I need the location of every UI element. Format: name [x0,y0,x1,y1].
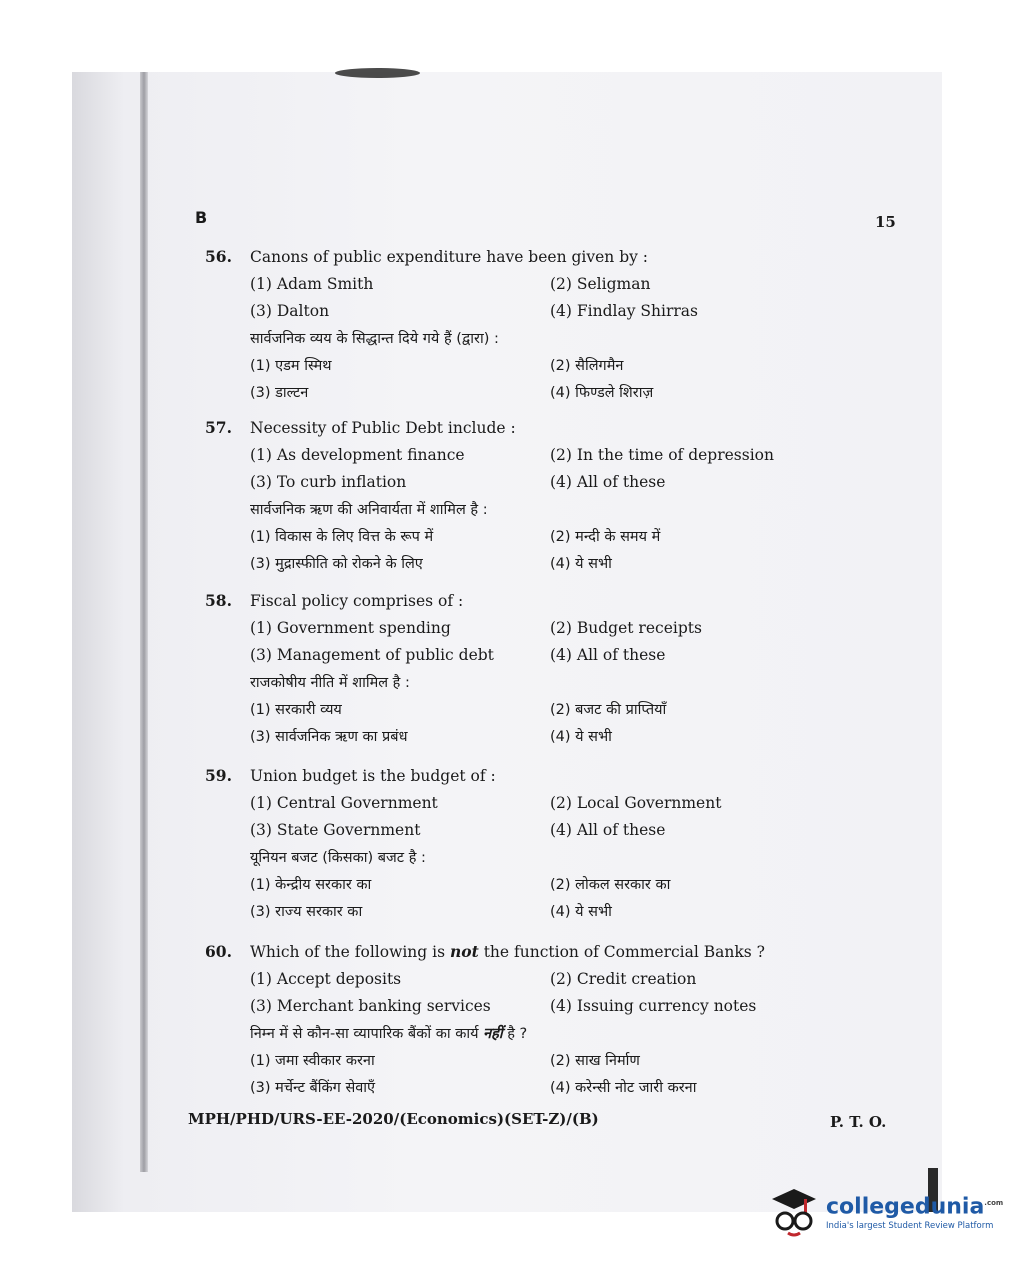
option-2-hindi: (2) मन्दी के समय में [550,528,661,545]
option-1: (1) Central Government [250,793,438,812]
option-2-hindi: (2) लोकल सरकार का [550,876,671,893]
option-2-hindi: (2) बजट की प्राप्तियाँ [550,701,667,718]
question-text-hindi: यूनियन बजट (किसका) बजट है : [250,849,426,866]
graduation-cap-icon [768,1185,820,1237]
option-1: (1) Accept deposits [250,969,402,988]
option-1: (1) Government spending [250,618,451,637]
question-number: 57. [205,418,232,437]
question-text: Fiscal policy comprises of : [250,591,464,610]
question-text-hindi [250,1019,825,1046]
question-emphasis-hindi: नहीं [483,1025,503,1042]
question-57 [205,414,825,576]
option-4: (4) Findlay Shirras [550,301,698,320]
option-1-hindi: (1) एडम स्मिथ [250,357,332,374]
question-emphasis: not [449,942,479,961]
question-text [250,942,825,961]
question-59 [205,762,825,924]
collegedunia-watermark [768,1180,1004,1242]
question-text-hindi: राजकोषीय नीति में शामिल है : [250,674,410,691]
question-text-hindi-part: है ? [507,1025,528,1042]
option-3: (3) To curb inflation [250,472,407,491]
option-3: (3) State Government [250,820,421,839]
option-4: (4) All of these [550,472,666,491]
question-text-part: the function of Commercial Banks ? [478,943,765,961]
option-2-hindi: (2) सैलिगमैन [550,357,624,374]
scan-smudge [335,68,420,78]
option-3-hindi: (3) डाल्टन [250,384,309,401]
option-2: (2) Budget receipts [550,618,702,637]
option-2: (2) Seligman [550,274,651,293]
question-56 [205,243,825,405]
pto-label: P. T. O. [830,1113,887,1131]
option-4: (4) Issuing currency notes [550,996,757,1015]
question-text: Union budget is the budget of : [250,766,496,785]
question-text: Canons of public expenditure have been given by : [250,247,649,266]
option-3-hindi: (3) राज्य सरकार का [250,903,363,920]
option-4: (4) All of these [550,645,666,664]
question-60 [205,938,825,1100]
option-4: (4) All of these [550,820,666,839]
option-2-hindi: (2) साख निर्माण [550,1052,640,1069]
option-3-hindi: (3) मर्चेन्ट बैंकिंग सेवाएँ [250,1079,376,1096]
page-number: 15 [875,213,896,231]
question-number: 58. [205,591,232,610]
option-2: (2) Local Government [550,793,722,812]
option-3-hindi: (3) सार्वजनिक ऋण का प्रबंध [250,728,408,745]
option-4-hindi: (4) ये सभी [550,728,612,745]
brand-suffix: .com [984,1198,1004,1207]
question-text-hindi-part: निम्न में से कौन-सा व्यापारिक बैंकों का कार्य [250,1025,479,1042]
question-number: 60. [205,942,232,961]
option-1-hindi: (1) केन्द्रीय सरकार का [250,876,372,893]
option-2: (2) In the time of depression [550,445,774,464]
option-3: (3) Merchant banking services [250,996,491,1015]
question-text: Necessity of Public Debt include : [250,418,516,437]
question-number: 59. [205,766,232,785]
option-1: (1) Adam Smith [250,274,374,293]
page-binding-edge [140,72,148,1172]
option-4-hindi: (4) ये सभी [550,903,612,920]
question-number: 56. [205,247,232,266]
option-1-hindi: (1) सरकारी व्यय [250,701,342,718]
brand-name: collegedunia [826,1194,985,1220]
set-letter: B [195,208,208,227]
option-3: (3) Dalton [250,301,330,320]
option-4-hindi: (4) ये सभी [550,555,612,572]
question-58 [205,587,825,749]
option-2: (2) Credit creation [550,969,697,988]
question-text-hindi: सार्वजनिक ऋण की अनिवार्यता में शामिल है : [250,501,488,518]
option-3-hindi: (3) मुद्रास्फीति को रोकने के लिए [250,555,423,572]
option-3: (3) Management of public debt [250,645,494,664]
option-1-hindi: (1) जमा स्वीकार करना [250,1052,375,1069]
option-1-hindi: (1) विकास के लिए वित्त के रूप में [250,528,434,545]
option-4-hindi: (4) फिण्डले शिराज़ [550,384,654,401]
option-1: (1) As development finance [250,445,465,464]
question-text-part: Which of the following is [250,943,450,961]
paper-code: MPH/PHD/URS-EE-2020/(Economics)(SET-Z)/(B) [188,1110,599,1128]
option-4-hindi: (4) करेन्सी नोट जारी करना [550,1079,697,1096]
brand-tagline: India's largest Student Review Platform [826,1221,994,1232]
question-text-hindi: सार्वजनिक व्यय के सिद्धान्त दिये गये हैं (द्वारा) : [250,330,499,347]
